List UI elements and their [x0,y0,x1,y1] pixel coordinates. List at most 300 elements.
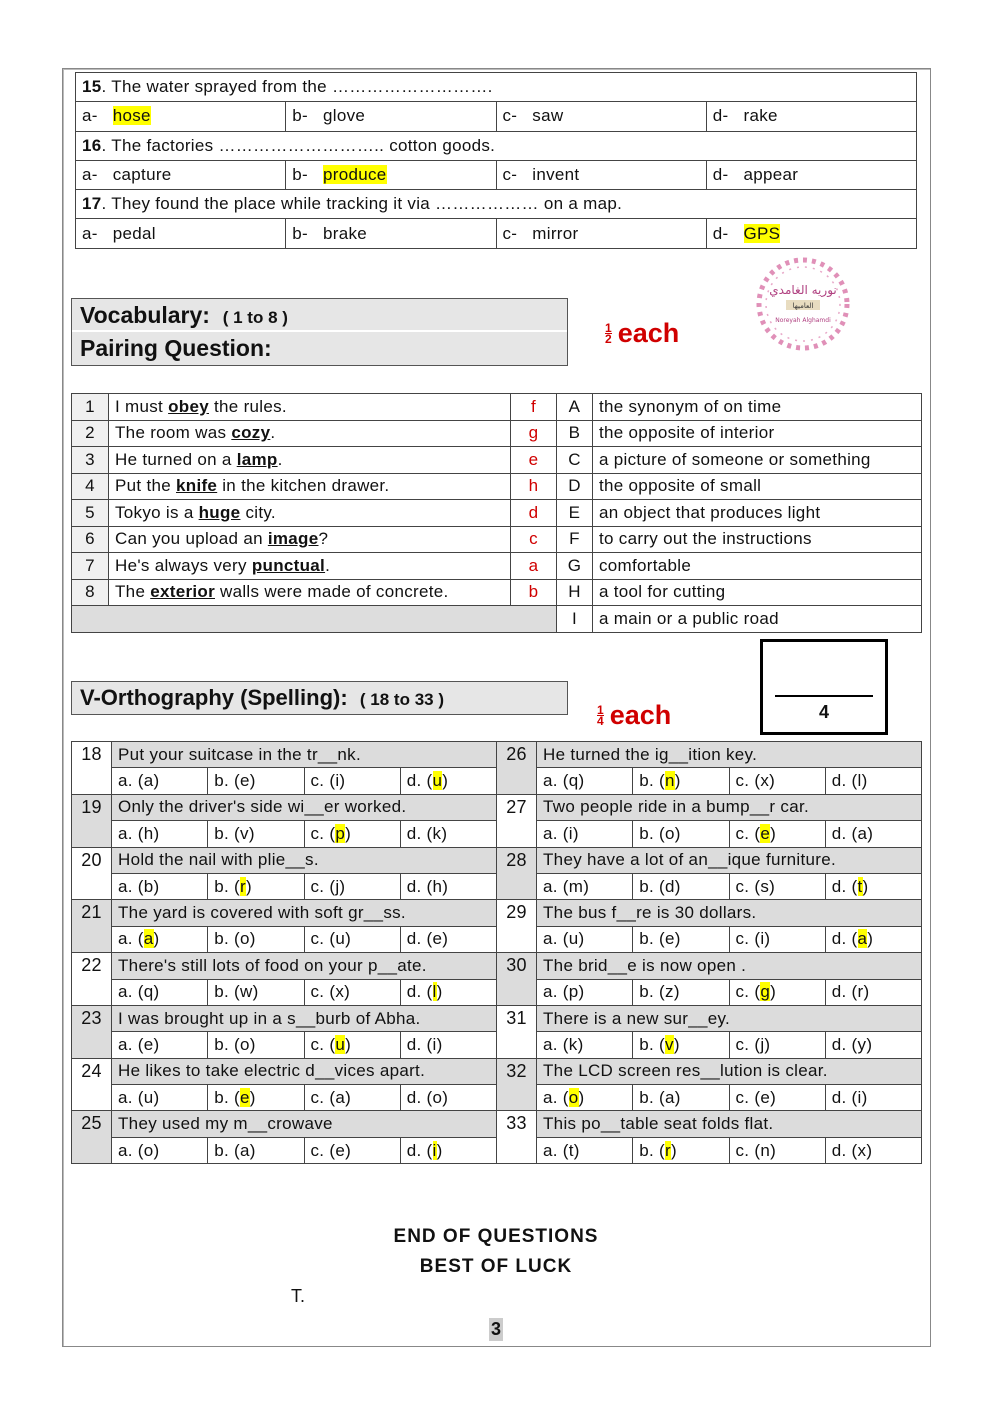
correct-option: produce [323,165,387,185]
option-cell[interactable] [400,1137,496,1163]
paren: ) [153,1034,160,1054]
option-text: mirror [532,223,579,243]
option-letter: t [568,1140,574,1160]
option-cell[interactable] [825,1137,921,1163]
spelling-question: Two people ride in a bump__r car. [537,794,922,820]
item-number: 8 [72,579,109,606]
option-label: b. ( [214,982,241,1002]
paren: ) [673,1034,680,1054]
spelling-question-row [72,794,922,820]
option-letter: o [432,1087,443,1107]
spelling-question: The brid__e is now open . [537,953,922,979]
question-number: 23 [72,1005,112,1058]
correct-letter: p [335,823,346,843]
option-label: d. ( [831,929,858,949]
option-label: c. ( [310,982,336,1002]
option-label: c. ( [735,982,761,1002]
paren: ) [862,876,869,896]
option-cell[interactable] [208,821,304,847]
paren: ) [866,1034,873,1054]
option-text: saw [532,106,564,126]
ortho-range: ( 18 to 33 ) [359,690,444,709]
spelling-question: Only the driver's side wi__er worked. [112,794,497,820]
paren: ) [867,823,874,843]
paren: ) [339,876,346,896]
blank-cell [72,606,557,633]
question-number: 24 [72,1058,112,1111]
option-cell[interactable] [208,979,304,1005]
teacher-logo-stamp [748,250,858,358]
option-letter: x [857,1140,867,1160]
option-prefix: a- [82,106,103,126]
option-letter: k [432,823,442,843]
option-cell[interactable] [112,1032,208,1058]
option-prefix: c- [502,165,523,185]
sentence-post: walls were made of concrete. [214,582,449,602]
spelling-question: There's still lots of food on your p__ate. [112,953,497,979]
option-cell[interactable] [825,926,921,952]
correct-letter: u [432,771,443,791]
option-cell[interactable] [400,873,496,899]
option-cell[interactable] [825,821,921,847]
option-cell[interactable] [400,821,496,847]
option-cell[interactable] [208,1085,304,1111]
option-letter: o [665,823,675,843]
paren: ) [578,771,585,791]
key-word: image [267,529,319,549]
option-letter: a [857,823,868,843]
paren: ) [769,771,776,791]
spelling-question: The LCD screen res__lution is clear. [537,1058,922,1084]
item-number: 3 [72,447,109,474]
teacher-initial: T. [291,1286,306,1306]
question-text: . They found the place while tracking it via ……………… on a map. [101,194,623,214]
spelling-question-row [72,742,922,768]
option-letter: q [143,982,154,1002]
option-label: b. ( [639,771,666,791]
paren: ) [345,1140,352,1160]
option-cell[interactable] [706,160,916,189]
question-number: 17 [82,194,102,214]
sentence-post: . [270,423,276,443]
option-cell[interactable] [304,873,400,899]
option-cell[interactable] [304,821,400,847]
option-letter: a [335,1087,346,1107]
option-label: c. ( [310,1140,336,1160]
option-letter: j [760,1034,765,1054]
option-cell[interactable] [304,1032,400,1058]
option-label: c. ( [310,823,336,843]
option-cell[interactable] [729,1085,825,1111]
option-cell[interactable] [537,821,633,847]
option-label: d. ( [831,876,858,896]
correct-letter: e [760,823,771,843]
option-label: c. ( [310,876,336,896]
option-letter: o [240,929,250,949]
sentence-pre: The [115,582,151,602]
option-cell[interactable] [400,1032,496,1058]
option-label: a. ( [543,1140,569,1160]
option-label: d. ( [831,1140,858,1160]
option-label: a. ( [118,771,144,791]
option-cell[interactable] [112,1085,208,1111]
option-label: b. ( [639,876,666,896]
option-letter: r [857,982,864,1002]
paren: ) [674,1087,681,1107]
option-cell[interactable] [537,1137,633,1163]
sentence-pre: He turned on a [115,449,237,469]
option-cell[interactable] [304,1085,400,1111]
paren: ) [345,1087,352,1107]
definition-text: a main or a public road [593,606,922,633]
option-cell[interactable] [729,873,825,899]
answer-letter[interactable]: f [511,394,557,421]
pairing-row [72,447,922,474]
option-cell[interactable] [112,873,208,899]
option-letter: m [568,876,584,896]
option-cell[interactable] [208,1032,304,1058]
option-label: a. ( [118,982,144,1002]
option-cell[interactable] [633,873,729,899]
paren: ) [442,929,449,949]
option-cell[interactable] [729,926,825,952]
option-label: a. ( [543,823,569,843]
correct-letter: i [432,1140,437,1160]
option-label: d. ( [406,929,433,949]
option-cell[interactable] [537,926,633,952]
score-total: 4 [818,702,829,722]
paren: ) [436,1140,443,1160]
option-label: b. ( [639,1034,666,1054]
option-cell[interactable] [496,219,706,248]
spelling-question: There is a new sur__ey. [537,1005,922,1031]
option-letter: w [240,982,253,1002]
option-label: b. ( [639,823,666,843]
question-number: 30 [497,953,537,1006]
paren: ) [770,982,777,1002]
paren: ) [153,823,160,843]
option-letter: e [143,1034,154,1054]
sentence-pre: Put the [115,476,176,496]
spelling-question: Put your suitcase in the tr__nk. [112,742,497,768]
svg-text:العاميها: العاميها [792,302,814,310]
paren: ) [345,929,352,949]
paren: ) [674,929,681,949]
option-label: a. ( [543,771,569,791]
option-letter: i [760,929,765,949]
definition-letter: C [557,447,593,474]
option-label: c. ( [310,1034,336,1054]
spelling-question: He likes to take electric d__vices apart. [112,1058,497,1084]
option-cell[interactable] [496,160,706,189]
option-cell[interactable] [633,926,729,952]
question-number: 33 [497,1111,537,1164]
option-label: c. ( [310,929,336,949]
paren: ) [345,823,352,843]
question-number: 32 [497,1058,537,1111]
option-letter: o [240,1034,250,1054]
item-number: 2 [72,420,109,447]
correct-letter: v [665,1034,674,1054]
vocabulary-heading [71,298,568,366]
options-row [76,160,917,189]
key-word: huge [198,502,241,522]
option-cell[interactable] [208,1137,304,1163]
option-cell[interactable] [633,1085,729,1111]
option-cell[interactable] [496,102,706,131]
question-number: 18 [72,742,112,795]
correct-letter: a [143,929,154,949]
definition-letter: B [557,420,593,447]
option-cell[interactable] [825,979,921,1005]
vocab-title: Vocabulary: [80,302,210,328]
key-word: cozy [231,423,271,443]
option-cell[interactable] [304,768,400,794]
paren: ) [770,823,777,843]
paren: ) [578,1087,585,1107]
key-word: exterior [150,582,215,602]
paren: ) [153,1087,160,1107]
option-label: a. ( [118,823,144,843]
option-cell[interactable] [112,926,208,952]
option-cell[interactable] [112,768,208,794]
option-cell[interactable] [76,160,286,189]
option-label: a. ( [543,982,569,1002]
question-text: . The factories ……………………….. cotton goods. [101,135,496,155]
frac-num: 1 [605,321,612,335]
option-cell[interactable] [208,768,304,794]
sentence-post: in the kitchen drawer. [217,476,390,496]
option-letter: o [143,1140,154,1160]
sentence-cell [109,394,511,421]
definition-letter: H [557,579,593,606]
spelling-question: I was brought up in a s__burb of Abha. [112,1005,497,1031]
option-cell[interactable] [400,926,496,952]
option-letter: n [760,1140,771,1160]
option-label: d. ( [406,823,433,843]
option-letter: l [857,771,862,791]
option-cell[interactable] [400,979,496,1005]
option-label: a. ( [118,1034,144,1054]
answer-letter[interactable]: e [511,447,557,474]
option-letter: a [665,1087,675,1107]
option-prefix: b- [292,106,313,126]
option-cell[interactable] [633,1137,729,1163]
option-cell[interactable] [537,1085,633,1111]
option-cell[interactable] [633,1032,729,1058]
sentence-pre: The room was [115,423,232,443]
option-cell[interactable] [112,821,208,847]
option-cell[interactable] [729,1032,825,1058]
answer-letter[interactable]: c [511,526,557,553]
option-cell[interactable] [286,102,496,131]
option-cell[interactable] [825,1032,921,1058]
option-cell[interactable] [304,1137,400,1163]
paren: ) [436,1034,443,1054]
option-cell[interactable] [729,768,825,794]
spelling-question-row [72,1058,922,1084]
option-cell[interactable] [825,768,921,794]
paren: ) [674,876,681,896]
answer-letter[interactable]: d [511,500,557,527]
option-prefix: a- [82,165,103,185]
answer-letter[interactable]: g [511,420,557,447]
option-cell[interactable] [537,979,633,1005]
option-letter: i [335,771,340,791]
option-label: d. ( [831,1087,858,1107]
paren: ) [339,771,346,791]
option-letter: d [665,876,675,896]
option-text: capture [112,165,172,185]
option-cell[interactable] [633,979,729,1005]
option-cell[interactable] [633,821,729,847]
option-label: b. ( [214,823,241,843]
option-label: c. ( [310,1087,336,1107]
option-cell[interactable] [112,1137,208,1163]
correct-letter: u [335,1034,346,1054]
item-number: 4 [72,473,109,500]
option-cell[interactable] [112,979,208,1005]
option-cell[interactable] [825,873,921,899]
pairing-title: Pairing Question: [80,335,272,361]
option-label: c. ( [735,1087,761,1107]
paren: ) [153,876,160,896]
option-label: b. ( [214,876,241,896]
frac-den: 2 [605,332,612,346]
option-cell[interactable] [825,1085,921,1111]
sentence-cell [109,526,511,553]
option-cell[interactable] [208,873,304,899]
option-cell[interactable] [304,926,400,952]
option-cell[interactable] [706,219,916,248]
paren: ) [345,1034,352,1054]
options-row [76,219,917,248]
option-label: a. ( [118,1087,144,1107]
paren: ) [770,1140,777,1160]
key-word: punctual [251,555,326,575]
option-cell[interactable] [706,102,916,131]
option-label: d. ( [831,1034,858,1054]
spelling-question-row [72,847,922,873]
option-cell[interactable] [286,160,496,189]
each-label: each [617,318,680,348]
question-number: 15 [82,77,102,97]
question-number: 28 [497,847,537,900]
item-number: 1 [72,394,109,421]
option-letter: h [432,876,443,896]
paren: ) [861,1087,868,1107]
points-each-half [605,318,679,349]
item-number: 5 [72,500,109,527]
paren: ) [442,771,449,791]
definition-letter: E [557,500,593,527]
question-cell [76,131,917,160]
option-label: b. ( [214,1140,241,1160]
paren: ) [764,1034,771,1054]
option-cell[interactable] [400,768,496,794]
sentence-post: city. [240,502,276,522]
option-cell[interactable] [729,979,825,1005]
option-prefix: d- [712,106,734,126]
option-prefix: b- [292,165,313,185]
option-label: d. ( [406,1034,433,1054]
option-label: a. ( [543,1087,569,1107]
question-number: 21 [72,900,112,953]
spelling-question-row [72,953,922,979]
option-label: c. ( [735,929,761,949]
option-cell[interactable] [537,768,633,794]
question-number: 19 [72,794,112,847]
definition-text: a tool for cutting [593,579,922,606]
option-letter: i [432,1034,437,1054]
answer-letter[interactable]: h [511,473,557,500]
question-text: . The water sprayed from the ………………………. [101,77,493,97]
paren: ) [674,823,681,843]
spelling-question: They used my m__crowave [112,1111,497,1137]
option-label: a. ( [118,1140,144,1160]
paren: ) [441,823,448,843]
option-cell[interactable] [76,102,286,131]
option-letter: p [568,982,579,1002]
question-cell [76,190,917,219]
option-cell[interactable] [729,1137,825,1163]
paren: ) [573,1140,580,1160]
option-cell[interactable] [400,1085,496,1111]
paren: ) [863,982,870,1002]
option-letter: y [857,1034,867,1054]
option-letter: b [143,876,154,896]
option-label: a. ( [543,929,569,949]
option-letter: a [240,1140,250,1160]
option-label: c. ( [735,876,761,896]
question-number: 27 [497,794,537,847]
option-cell[interactable] [537,873,633,899]
svg-text:نوريه الغامدي: نوريه الغامدي [769,283,837,297]
option-cell[interactable] [633,768,729,794]
option-letter: e [240,771,250,791]
question-number: 25 [72,1111,112,1164]
pairing-row [72,420,922,447]
pairing-row [72,394,922,421]
svg-text:Noreyah Alghamdi: Noreyah Alghamdi [775,317,831,324]
option-prefix: c- [502,223,523,243]
spelling-question: The bus f__re is 30 dollars. [537,900,922,926]
paren: ) [578,982,585,1002]
sentence-post: the rules. [209,396,287,416]
option-cell[interactable] [208,926,304,952]
option-cell[interactable] [76,219,286,248]
option-cell[interactable] [304,979,400,1005]
paren: ) [867,929,874,949]
option-label: c. ( [735,1034,761,1054]
sentence-cell [109,473,511,500]
sentence-cell [109,447,511,474]
question-cell [76,73,917,102]
option-cell[interactable] [537,1032,633,1058]
option-cell[interactable] [729,821,825,847]
option-letter: v [240,823,249,843]
paren: ) [249,1140,256,1160]
paren: ) [769,876,776,896]
option-letter: u [143,1087,154,1107]
option-cell[interactable] [286,219,496,248]
answer-letter[interactable]: a [511,553,557,580]
definition-text: to carry out the instructions [593,526,922,553]
paren: ) [578,929,585,949]
paren: ) [577,1034,584,1054]
answer-letter[interactable]: b [511,579,557,606]
option-prefix: a- [82,223,103,243]
